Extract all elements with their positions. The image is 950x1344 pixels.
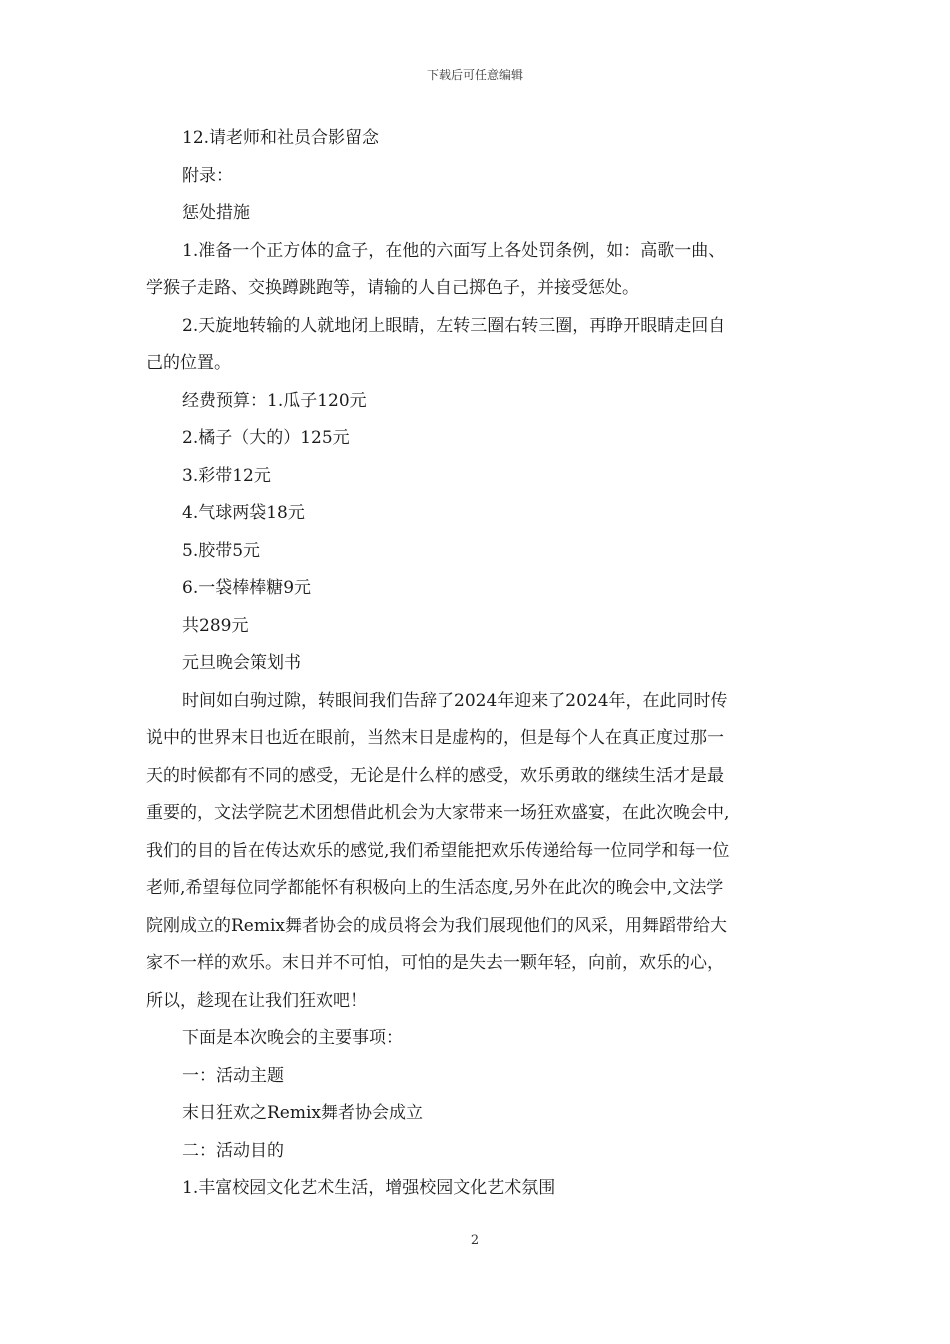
body-line: 5.胶带5元 (182, 540, 261, 561)
page-number: 2 (470, 1233, 480, 1248)
page-header: 下载后可任意编辑 (426, 68, 523, 82)
body-line: 我们的目的旨在传达欢乐的感觉,我们希望能把欢乐传递给每一位同学和每一位 (146, 840, 730, 861)
body-line: 4.气球两袋18元 (182, 503, 305, 523)
body-line: 时间如白驹过隙，转眼间我们告辞了2024年迎来了2024年，在此同时传 (182, 690, 728, 711)
body-line: 己的位置。 (146, 353, 231, 373)
body-line: 1.丰富校园文化艺术生活，增强校园文化艺术氛围 (182, 1178, 556, 1198)
body-line: 经费预算：1.瓜子120元 (182, 390, 367, 411)
body-line: 二：活动目的 (182, 1140, 284, 1161)
body-line: 6.一袋棒棒糖9元 (182, 578, 312, 598)
body-line: 下面是本次晚会的主要事项： (182, 1028, 403, 1048)
section-title: 元旦晚会策划书 (182, 653, 301, 673)
body-line: 重要的，文法学院艺术团想借此机会为大家带来一场狂欢盛宴，在此次晚会中, (146, 803, 730, 823)
body-line: 学猴子走路、交换蹲跳跑等，请输的人自己掷色子，并接受惩处。 (146, 278, 639, 298)
body-line: 所以，趁现在让我们狂欢吧！ (146, 990, 367, 1011)
body-line: 家不一样的欢乐。末日并不可怕，可怕的是失去一颗年轻，向前，欢乐的心， (146, 953, 724, 973)
body-line: 1.准备一个正方体的盒子，在他的六面写上各处罚条例，如：高歌一曲、 (182, 240, 726, 261)
body-line: 2.天旋地转输的人就地闭上眼睛，左转三圈右转三圈，再睁开眼睛走回自 (182, 315, 726, 336)
body-line: 附录： (182, 165, 233, 186)
body-line: 老师,希望每位同学都能怀有积极向上的生活态度,另外在此次的晚会中,文法学 (146, 878, 724, 898)
body-line: 院刚成立的Remix舞者协会的成员将会为我们展现他们的风采，用舞蹈带给大 (146, 915, 728, 936)
body-line: 3.彩带12元 (182, 465, 271, 486)
body-line: 末日狂欢之Remix舞者协会成立 (182, 1103, 424, 1123)
document-body (146, 120, 810, 1208)
body-line: 惩处措施 (182, 203, 250, 223)
body-line: 说中的世界末日也近在眼前，当然末日是虚构的，但是每个人在真正度过那一 (146, 728, 724, 748)
body-line: 天的时候都有不同的感受，无论是什么样的感受，欢乐勇敢的继续生活才是最 (146, 765, 724, 786)
body-line: 12.请老师和社员合影留念 (182, 128, 380, 148)
body-line: 共289元 (182, 615, 249, 636)
body-line: 一：活动主题 (182, 1065, 284, 1086)
body-line: 2.橘子（大的）125元 (182, 428, 350, 448)
